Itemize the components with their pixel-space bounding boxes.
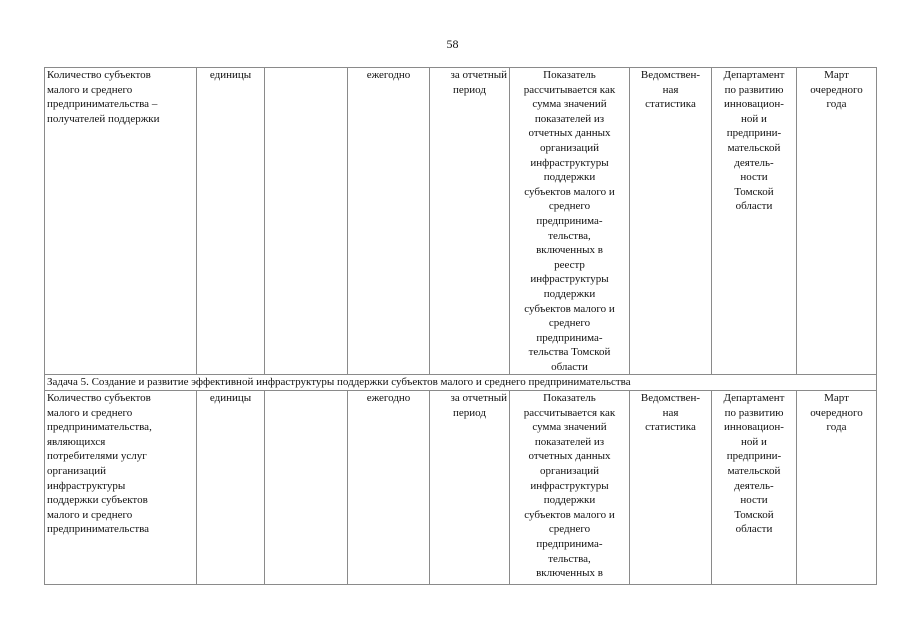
- cell-line: период: [453, 83, 486, 96]
- table-row: [45, 68, 877, 375]
- cell-line: поддержки: [543, 494, 596, 507]
- cell-line: показателей из: [534, 112, 605, 125]
- cell-line: ной и: [741, 112, 767, 125]
- page-number: 58: [446, 37, 459, 51]
- cell-line: статистика: [645, 421, 696, 434]
- cell-line: среднего: [548, 317, 591, 330]
- base-value-cell: [265, 68, 348, 375]
- cell-line: статистика: [645, 98, 696, 111]
- cell-line: являющихся: [47, 435, 106, 448]
- source-cell: [630, 68, 712, 375]
- cell-line: Томской: [734, 185, 774, 198]
- cell-line: тельства,: [548, 229, 591, 242]
- cell-line: тельства Томской: [528, 346, 611, 359]
- cell-line: Март: [824, 392, 849, 405]
- cell-line: Томской: [734, 508, 774, 521]
- base-value-cell: [265, 391, 348, 585]
- cell-line: за отчетный: [450, 69, 507, 81]
- cell-line: за отчетный: [450, 392, 507, 405]
- cell-line: единицы: [209, 69, 252, 81]
- cell-line: мательской: [727, 465, 781, 478]
- responsible-cell: [712, 68, 797, 375]
- deadline-cell: [797, 391, 877, 585]
- cell-line: поддержки: [543, 287, 596, 300]
- cell-line: организаций: [539, 465, 600, 478]
- cell-line: области: [551, 360, 588, 373]
- time-span-cell: [430, 68, 510, 375]
- cell-line: Показатель: [543, 69, 596, 81]
- method-cell: [510, 68, 630, 375]
- cell-line: предпринимательства,: [47, 421, 152, 434]
- cell-line: ная: [662, 406, 679, 419]
- cell-line: период: [453, 406, 486, 419]
- unit-cell: [197, 391, 265, 585]
- cell-line: инновацион-: [724, 421, 784, 434]
- cell-line: малого и среднего: [47, 406, 133, 419]
- cell-line: по развитию: [724, 83, 784, 96]
- cell-line: инфраструктуры: [47, 479, 126, 492]
- cell-line: предпринима-: [536, 538, 603, 550]
- cell-line: сумма значений: [532, 421, 607, 434]
- cell-line: деятель-: [734, 479, 774, 492]
- cell-line: Количество субъектов: [47, 392, 151, 405]
- cell-line: показателей из: [534, 435, 605, 448]
- cell-line: ная: [662, 83, 679, 96]
- cell-line: предпринимательства: [47, 523, 150, 536]
- cell-line: предпринима-: [536, 331, 603, 344]
- deadline-cell: [797, 68, 877, 375]
- task-header-row: [45, 375, 877, 391]
- cell-line: включенных в: [536, 244, 603, 257]
- cell-line: ной и: [741, 435, 767, 448]
- cell-line: ности: [740, 171, 768, 184]
- cell-line: области: [735, 523, 773, 536]
- cell-line: области: [735, 200, 773, 213]
- cell-line: единицы: [209, 392, 252, 405]
- cell-line: потребителями услуг: [47, 450, 147, 463]
- indicator-cell: [45, 68, 197, 375]
- cell-line: Количество субъектов: [47, 69, 151, 81]
- cell-line: мательской: [727, 141, 781, 154]
- cell-line: рассчитывается как: [523, 406, 616, 419]
- cell-line: очередного: [810, 83, 863, 96]
- cell-line: субъектов малого и: [524, 185, 615, 198]
- cell-line: Департамент: [723, 392, 785, 405]
- cell-line: предприни-: [726, 450, 782, 463]
- cell-line: ежегодно: [366, 69, 411, 81]
- cell-line: включенных в: [536, 567, 603, 580]
- table-row: [45, 391, 877, 585]
- cell-line: малого и среднего: [47, 83, 133, 96]
- unit-cell: [197, 68, 265, 375]
- method-cell: [510, 391, 630, 585]
- responsible-cell: [712, 391, 797, 585]
- cell-line: года: [826, 98, 847, 111]
- cell-line: субъектов малого и: [524, 508, 615, 521]
- time-span-cell: [430, 391, 510, 585]
- cell-line: инновацион-: [724, 98, 784, 111]
- cell-line: очередного: [810, 406, 863, 419]
- cell-line: по развитию: [724, 406, 784, 419]
- cell-line: Ведомствен-: [640, 392, 701, 405]
- cell-line: поддержки субъектов: [47, 494, 148, 507]
- cell-line: ежегодно: [366, 392, 411, 405]
- cell-line: инфраструктуры: [530, 273, 609, 286]
- frequency-cell: [348, 391, 430, 585]
- source-cell: [630, 391, 712, 585]
- cell-line: реестр: [554, 258, 585, 271]
- cell-line: получателей поддержки: [47, 112, 160, 125]
- cell-line: года: [826, 421, 847, 434]
- cell-line: отчетных данных: [528, 450, 611, 463]
- indicator-cell: [45, 391, 197, 585]
- cell-line: предпринимательства –: [47, 98, 158, 111]
- cell-line: предпринима-: [536, 214, 603, 227]
- cell-line: инфраструктуры: [530, 479, 609, 492]
- cell-line: Ведомствен-: [640, 69, 701, 81]
- cell-line: Департамент: [723, 69, 785, 81]
- cell-line: субъектов малого и: [524, 302, 615, 315]
- cell-line: рассчитывается как: [523, 83, 616, 96]
- cell-line: ности: [740, 494, 768, 507]
- cell-line: организаций: [539, 141, 600, 154]
- cell-line: Март: [824, 69, 849, 81]
- cell-line: сумма значений: [532, 98, 607, 111]
- cell-line: организаций: [47, 465, 107, 478]
- cell-line: Показатель: [543, 392, 596, 405]
- cell-line: поддержки: [543, 171, 596, 184]
- cell-line: предприни-: [726, 127, 782, 140]
- cell-line: среднего: [548, 200, 591, 213]
- task-header: Задача 5. Создание и развитие эффективной инфраструктуры поддержки субъектов малого и среднего предпринимательства: [45, 375, 877, 391]
- cell-line: тельства,: [548, 552, 591, 565]
- frequency-cell: [348, 68, 430, 375]
- cell-line: малого и среднего: [47, 508, 133, 521]
- indicators-table: [44, 67, 877, 585]
- cell-line: инфраструктуры: [530, 156, 609, 169]
- cell-line: деятель-: [734, 156, 774, 169]
- cell-line: отчетных данных: [528, 127, 611, 140]
- cell-line: среднего: [548, 523, 591, 536]
